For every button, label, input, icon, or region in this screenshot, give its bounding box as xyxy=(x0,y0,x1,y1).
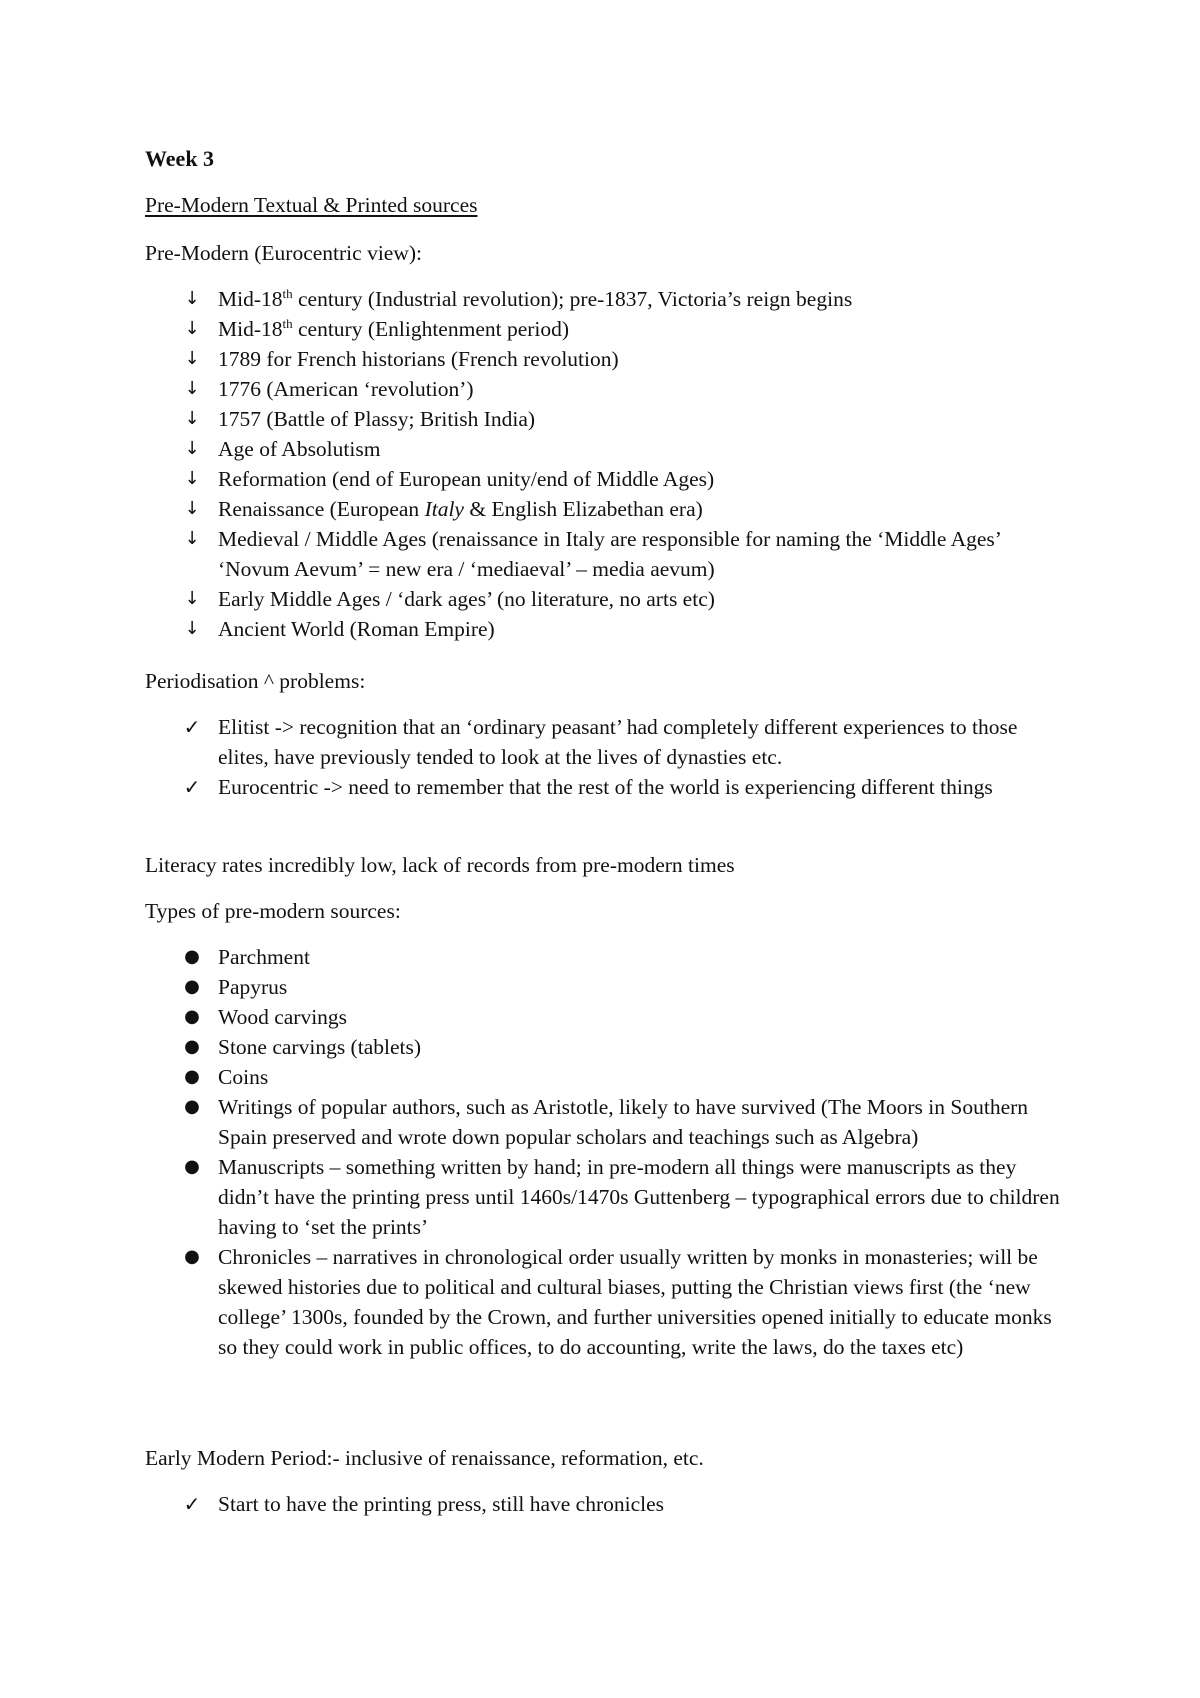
early-modern-list xyxy=(145,1489,1065,1519)
list-item: ● Wood carvings xyxy=(145,1002,1065,1032)
list-item: ↓ Ancient World (Roman Empire) xyxy=(145,614,1065,644)
down-arrow-icon: ↓ xyxy=(184,498,200,519)
list-item: ↓ Mid-18th century (Industrial revolution); pre-1837, Victoria’s reign begins xyxy=(145,284,1065,314)
down-arrow-icon: ↓ xyxy=(184,588,200,609)
early-modern-heading: Early Modern Period:- inclusive of renaissance, reformation, etc. xyxy=(145,1446,704,1470)
list-item: ● Manuscripts – something written by hand; in pre-modern all things were manuscripts as they didn’t have the printing press until 1460s/1470s Guttenberg – typographical errors due to children having to ‘set the prints’ xyxy=(145,1152,1065,1242)
bullet-icon: ● xyxy=(184,1156,200,1177)
list-item: ↓ 1776 (American ‘revolution’) xyxy=(145,374,1065,404)
checkmark-icon: ✓ xyxy=(183,715,201,739)
down-arrow-icon: ↓ xyxy=(184,528,200,549)
bullet-icon: ● xyxy=(184,946,200,967)
bullet-icon: ● xyxy=(184,1036,200,1057)
list-item: ● Coins xyxy=(145,1062,1065,1092)
down-arrow-icon: ↓ xyxy=(184,618,200,639)
list-item: ↓ Age of Absolutism xyxy=(145,434,1065,464)
periods-list xyxy=(145,284,1065,644)
checkmark-icon: ✓ xyxy=(183,775,201,799)
list-item: ● Papyrus xyxy=(145,972,1065,1002)
list-item: ↓ 1757 (Battle of Plassy; British India) xyxy=(145,404,1065,434)
problems-list xyxy=(145,712,1065,802)
bullet-icon: ● xyxy=(184,1006,200,1027)
list-item: ↓ Mid-18th century (Enlightenment period) xyxy=(145,314,1065,344)
down-arrow-icon: ↓ xyxy=(184,438,200,459)
down-arrow-icon: ↓ xyxy=(184,408,200,429)
list-item: ↓ Reformation (end of European unity/end of Middle Ages) xyxy=(145,464,1065,494)
down-arrow-icon: ↓ xyxy=(184,348,200,369)
sources-list xyxy=(145,942,1065,1362)
list-item: ✓ Start to have the printing press, still have chronicles xyxy=(145,1489,1065,1519)
list-item: ● Chronicles – narratives in chronological order usually written by monks in monasteries; will be skewed histories due to political and cultural biases, putting the Christian views first (the ‘new college’ 1300s, founded by the Crown, and further universities opened initially to educate monks so they could work in public offices, to do accounting, write the laws, do the taxes etc) xyxy=(145,1242,1065,1362)
periodisation-heading: Periodisation ^ problems: xyxy=(145,669,366,693)
list-item: ↓ Renaissance (European Italy & English Elizabethan era) xyxy=(145,494,1065,524)
literacy-note: Literacy rates incredibly low, lack of records from pre-modern times xyxy=(145,853,735,877)
bullet-icon: ● xyxy=(184,1096,200,1117)
list-item: ↓ 1789 for French historians (French revolution) xyxy=(145,344,1065,374)
list-item: ↓ Medieval / Middle Ages (renaissance in Italy are responsible for naming the ‘Middle Ages’ ‘Novum Aevum’ = new era / ‘mediaeval’ – media aevum) xyxy=(145,524,1065,584)
bullet-icon: ● xyxy=(184,1246,200,1267)
list-item: ✓ Elitist -> recognition that an ‘ordinary peasant’ had completely different experiences to those elites, have previously tended to look at the lives of dynasties etc. xyxy=(145,712,1065,772)
list-item: ● Stone carvings (tablets) xyxy=(145,1032,1065,1062)
page-title: Week 3 xyxy=(145,146,215,171)
list-item: ✓ Eurocentric -> need to remember that the rest of the world is experiencing different things xyxy=(145,772,1065,802)
premodern-heading: Pre-Modern (Eurocentric view): xyxy=(145,241,423,265)
checkmark-icon: ✓ xyxy=(183,1492,201,1516)
page-subtitle: Pre-Modern Textual & Printed sources xyxy=(145,193,478,217)
bullet-icon: ● xyxy=(184,1066,200,1087)
down-arrow-icon: ↓ xyxy=(184,288,200,309)
bullet-icon: ● xyxy=(184,976,200,997)
sources-heading: Types of pre-modern sources: xyxy=(145,899,401,923)
down-arrow-icon: ↓ xyxy=(184,468,200,489)
down-arrow-icon: ↓ xyxy=(184,318,200,339)
list-item: ↓ Early Middle Ages / ‘dark ages’ (no literature, no arts etc) xyxy=(145,584,1065,614)
list-item: ● Writings of popular authors, such as Aristotle, likely to have survived (The Moors in Southern Spain preserved and wrote down popular scholars and teachings such as Algebra) xyxy=(145,1092,1065,1152)
list-item: ● Parchment xyxy=(145,942,1065,972)
down-arrow-icon: ↓ xyxy=(184,378,200,399)
